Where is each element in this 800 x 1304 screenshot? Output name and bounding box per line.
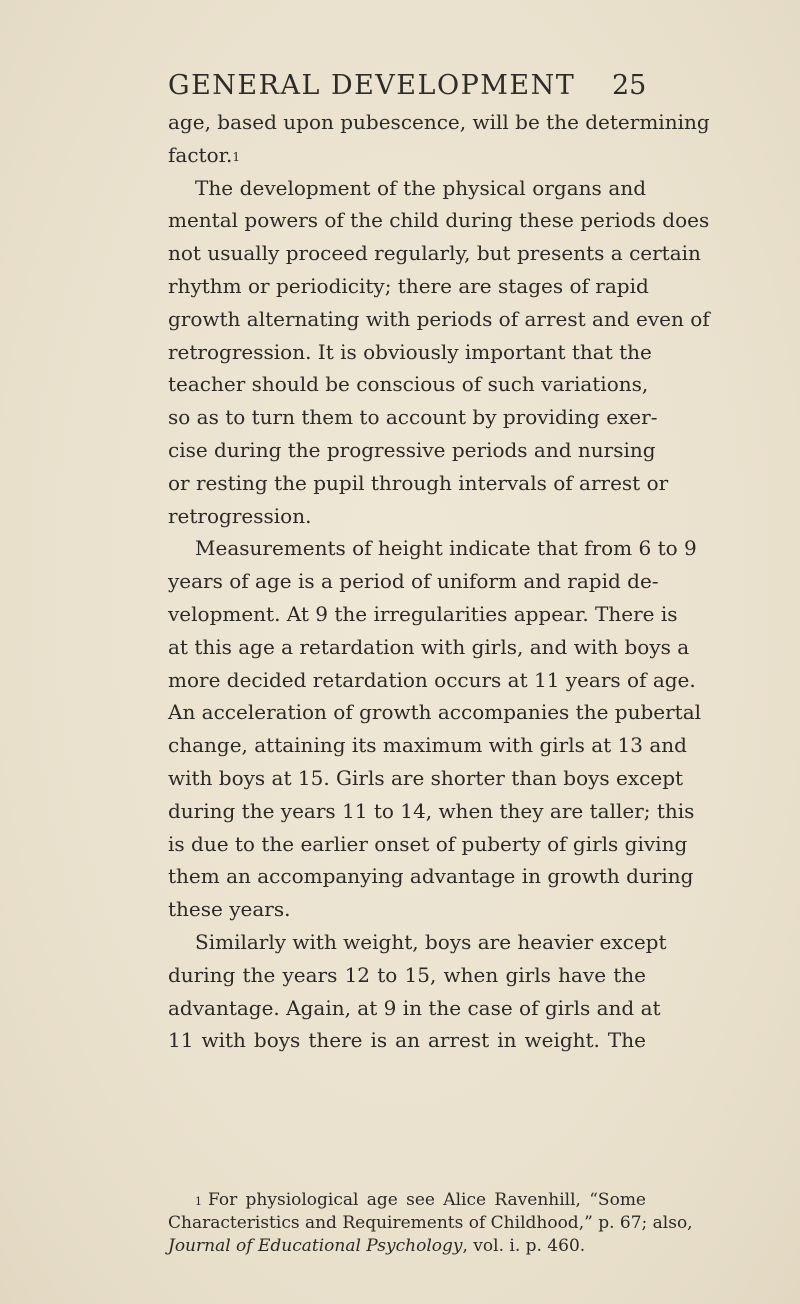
footnote-mark: 1 xyxy=(195,1195,202,1208)
text-line: or resting the pupil through intervals of arrest or xyxy=(168,470,669,495)
text-line: teacher should be conscious of such variations, xyxy=(168,372,649,397)
footnote-reference: 1 xyxy=(232,149,240,164)
running-title: GENERAL DEVELOPMENT xyxy=(168,70,576,101)
footnote-line xyxy=(168,1189,646,1212)
text-line: advantage. Again, at 9 in the case of girls and at xyxy=(168,995,661,1020)
footnote xyxy=(168,1189,693,1258)
text-line: during the years 11 to 14, when they are taller; this xyxy=(168,798,695,823)
text-line: more decided retardation occurs at 11 years of age. xyxy=(168,667,696,692)
text-line: 11 with boys there is an arrest in weight. The xyxy=(168,1028,646,1053)
text-line: these years. xyxy=(168,897,291,922)
text-line: so as to turn them to account by providing exer- xyxy=(168,405,658,430)
text-line xyxy=(168,139,646,172)
text-line: with boys at 15. Girls are shorter than boys except xyxy=(168,765,684,790)
text-line: growth alternating with periods of arrest and even of xyxy=(168,306,710,331)
text-line: not usually proceed regularly, but presents a certain xyxy=(168,241,701,266)
text-line: during the years 12 to 15, when girls have the xyxy=(168,962,646,987)
text-line: them an accompanying advantage in growth during xyxy=(168,864,694,889)
text-line: at this age a retardation with girls, and with boys a xyxy=(168,634,690,659)
text-fragment: factor. xyxy=(168,142,233,167)
body-text xyxy=(168,106,710,1057)
text-line: retrogression. It is obviously important that the xyxy=(168,339,652,364)
text-line: age, based upon pubescence, will be the determining xyxy=(168,110,710,134)
footnote-line: Characteristics and Requirements of Childhood,” p. 67; also, xyxy=(168,1213,693,1233)
text-line: retrogression. xyxy=(168,503,312,528)
footnote-text: For physiological age see Alice Ravenhill, “Some xyxy=(208,1190,646,1210)
text-line: change, attaining its maximum with girls at 13 and xyxy=(168,733,687,758)
text-line: cise during the progressive periods and nursing xyxy=(168,437,656,462)
journal-title: Journal of Educational Psychology xyxy=(168,1236,463,1256)
text-line: years of age is a period of uniform and rapid de- xyxy=(168,569,659,594)
text-line: Measurements of height indicate that from 6 to 9 xyxy=(195,536,697,561)
text-line: is due to the earlier onset of puberty of girls giving xyxy=(168,831,688,856)
footnote-text: , vol. i. p. 460. xyxy=(462,1236,586,1256)
footnote-line xyxy=(168,1235,646,1258)
text-line: Similarly with weight, boys are heavier except xyxy=(195,929,667,954)
text-line: velopment. At 9 the irregularities appear. There is xyxy=(168,601,678,626)
running-head xyxy=(0,70,800,110)
text-line: An acceleration of growth accompanies the pubertal xyxy=(168,700,702,725)
text-line: mental powers of the child during these periods does xyxy=(168,208,710,233)
text-line: rhythm or periodicity; there are stages of rapid xyxy=(168,273,649,298)
text-line: The development of the physical organs and xyxy=(195,175,646,200)
page-number: 25 xyxy=(612,70,647,101)
